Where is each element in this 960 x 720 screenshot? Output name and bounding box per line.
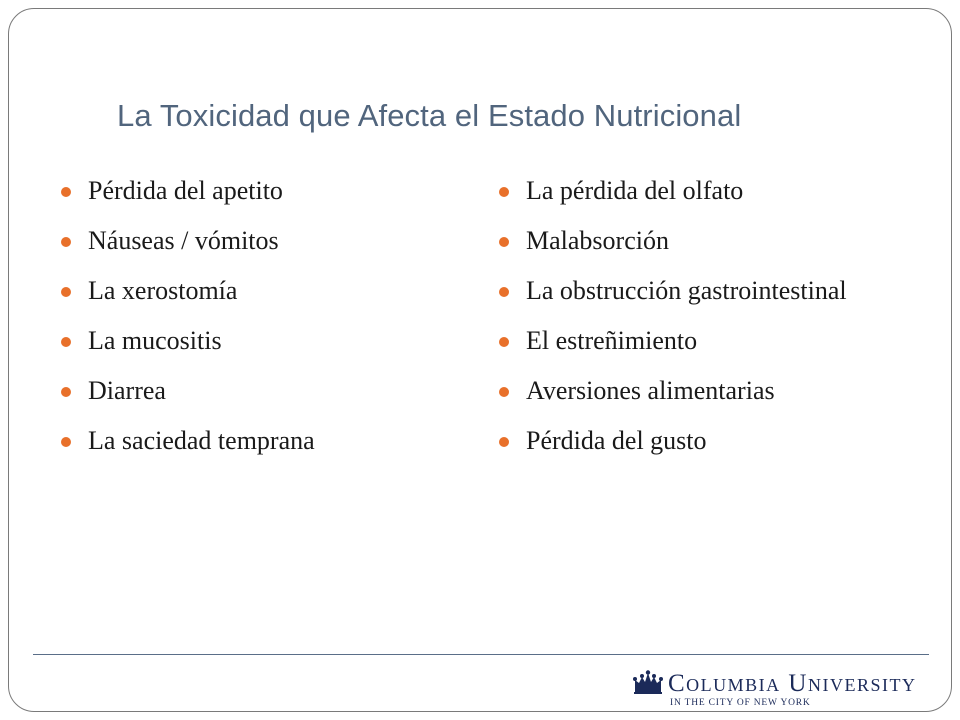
left-bullet-list xyxy=(58,175,438,475)
list-item-label: Aversiones alimentarias xyxy=(526,376,775,405)
list-item xyxy=(496,225,876,257)
list-item xyxy=(58,375,438,407)
list-item xyxy=(496,325,876,357)
list-item xyxy=(58,425,438,457)
list-item xyxy=(58,225,438,257)
bullet-icon xyxy=(499,287,509,297)
list-item-label: Náuseas / vómitos xyxy=(88,226,279,255)
list-item xyxy=(58,175,438,207)
list-item-label: Pérdida del gusto xyxy=(526,426,707,455)
bullet-icon xyxy=(61,287,71,297)
crown-icon xyxy=(632,670,664,696)
right-bullet-list xyxy=(496,175,876,475)
slide-title: La Toxicidad que Afecta el Estado Nutricional xyxy=(117,98,742,133)
list-item-label: La pérdida del olfato xyxy=(526,176,744,205)
bullet-icon xyxy=(499,387,509,397)
bullet-icon xyxy=(499,187,509,197)
bullet-icon xyxy=(499,237,509,247)
bullet-icon xyxy=(61,187,71,197)
list-item xyxy=(496,375,876,407)
list-item xyxy=(58,325,438,357)
list-item xyxy=(496,425,876,457)
list-item xyxy=(496,175,876,207)
logo-name: Columbia University xyxy=(668,670,917,697)
list-item-label: La xerostomía xyxy=(88,276,238,305)
list-item-label: Malabsorción xyxy=(526,226,669,255)
bullet-icon xyxy=(499,437,509,447)
list-item xyxy=(58,275,438,307)
logo-subtitle: IN THE CITY OF NEW YORK xyxy=(670,698,811,708)
bullet-icon xyxy=(61,237,71,247)
list-item xyxy=(496,275,876,307)
bullet-icon xyxy=(61,387,71,397)
bullet-icon xyxy=(61,437,71,447)
list-item-label: La obstrucción gastrointestinal xyxy=(526,276,847,305)
list-item-label: Pérdida del apetito xyxy=(88,176,283,205)
bullet-icon xyxy=(499,337,509,347)
footer-divider xyxy=(33,654,929,655)
list-item-label: Diarrea xyxy=(88,376,166,405)
list-item-label: El estreñimiento xyxy=(526,326,698,355)
columbia-logo xyxy=(630,668,917,710)
list-item-label: La mucositis xyxy=(88,326,222,355)
list-item-label: La saciedad temprana xyxy=(88,426,315,455)
bullet-icon xyxy=(61,337,71,347)
